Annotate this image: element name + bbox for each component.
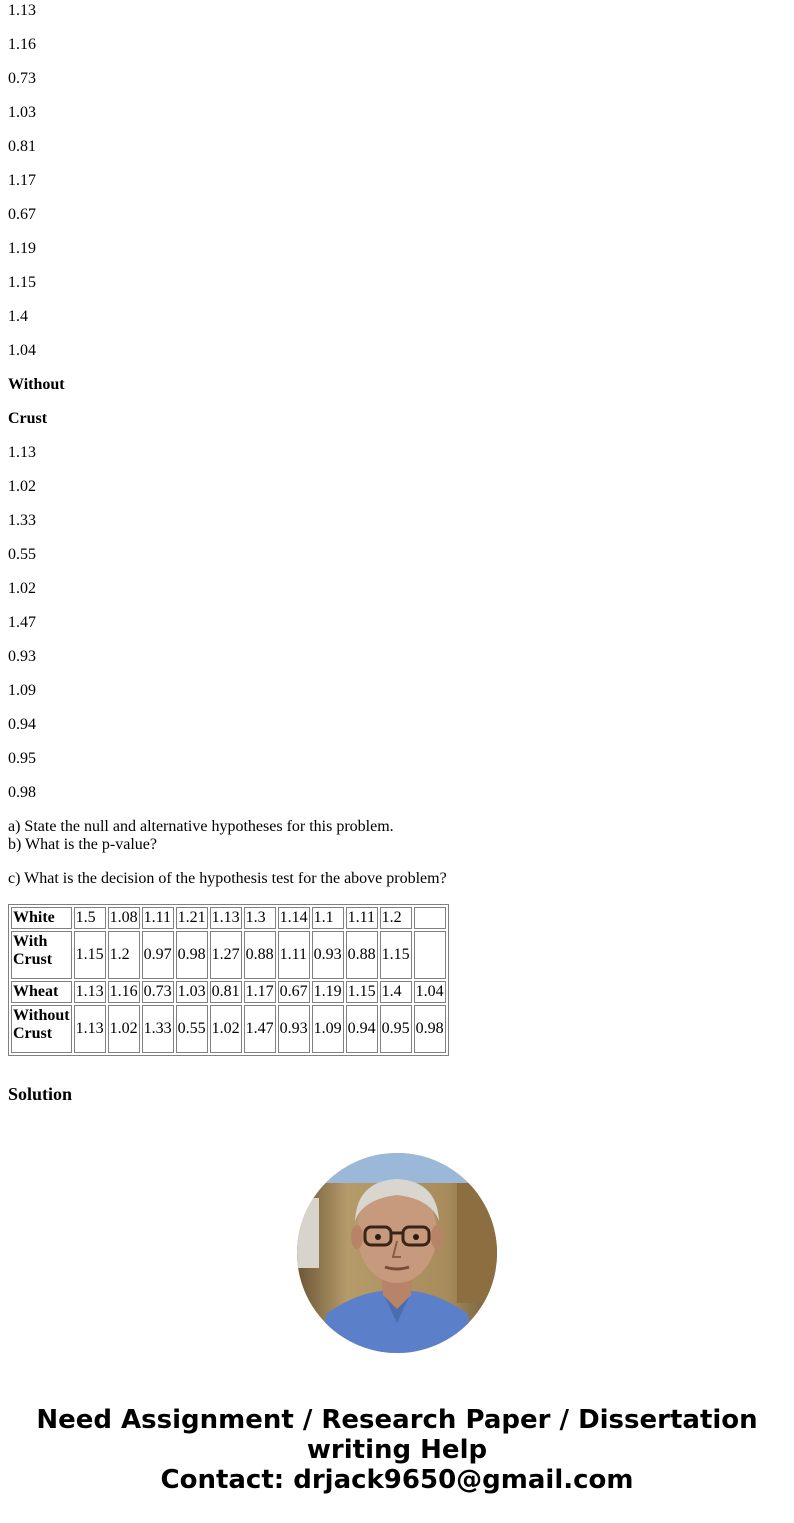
table-cell: 1.2 xyxy=(108,931,140,979)
row-header: White xyxy=(11,907,72,929)
table-cell: 1.5 xyxy=(74,907,106,929)
table-cell xyxy=(414,931,446,979)
table-cell: 1.08 xyxy=(108,907,140,929)
value-line: 1.4 xyxy=(8,308,28,325)
contact-banner xyxy=(0,1405,794,1495)
table-cell: 1.14 xyxy=(278,907,310,929)
table-cell: 1.03 xyxy=(176,981,208,1003)
value-line: 1.17 xyxy=(8,172,36,189)
table-cell: 1.33 xyxy=(142,1005,174,1053)
table-cell: 1.17 xyxy=(244,981,276,1003)
value-line: 0.94 xyxy=(8,716,36,733)
row-header: Without Crust xyxy=(11,1005,72,1053)
section-label: Without xyxy=(8,376,65,393)
table-row xyxy=(11,1005,446,1053)
table-cell: 1.11 xyxy=(278,931,310,979)
table-cell: 1.02 xyxy=(108,1005,140,1053)
value-line: 0.95 xyxy=(8,750,36,767)
table-cell: 1.3 xyxy=(244,907,276,929)
table-cell: 0.98 xyxy=(414,1005,446,1053)
table-cell: 1.15 xyxy=(380,931,412,979)
table-cell: 1.47 xyxy=(244,1005,276,1053)
solution-heading: Solution xyxy=(8,1084,73,1104)
table-cell: 0.55 xyxy=(176,1005,208,1053)
value-line: 1.09 xyxy=(8,682,36,699)
table-cell: 0.88 xyxy=(346,931,378,979)
value-line: 1.02 xyxy=(8,478,36,495)
value-line: 1.13 xyxy=(8,2,36,19)
value-line: 1.04 xyxy=(8,342,36,359)
value-line: 0.93 xyxy=(8,648,36,665)
table-cell: 1.04 xyxy=(414,981,446,1003)
table-cell: 1.11 xyxy=(346,907,378,929)
banner-line: Need Assignment / Research Paper / Dissertation xyxy=(36,1405,758,1435)
table-cell: 1.15 xyxy=(346,981,378,1003)
value-line: 1.47 xyxy=(8,614,36,631)
table-cell: 0.93 xyxy=(312,931,344,979)
value-line: 1.16 xyxy=(8,36,36,53)
tutor-avatar xyxy=(297,1153,497,1353)
table-cell: 0.94 xyxy=(346,1005,378,1053)
banner-line: writing Help xyxy=(306,1435,488,1465)
question-a: a) State the null and alternative hypotheses for this problem. xyxy=(8,818,394,835)
value-line: 0.98 xyxy=(8,784,36,801)
table-cell: 1.11 xyxy=(142,907,174,929)
question-b: b) What is the p-value? xyxy=(8,836,157,853)
value-line: 1.02 xyxy=(8,580,36,597)
value-line: 1.33 xyxy=(8,512,36,529)
value-line: 0.81 xyxy=(8,138,36,155)
table-cell: 1.21 xyxy=(176,907,208,929)
table-cell: 0.95 xyxy=(380,1005,412,1053)
table-cell: 1.2 xyxy=(380,907,412,929)
table-cell: 0.98 xyxy=(176,931,208,979)
section-label: Crust xyxy=(8,410,48,427)
value-line: 0.55 xyxy=(8,546,36,563)
data-table xyxy=(8,904,449,1056)
table-cell: 0.97 xyxy=(142,931,174,979)
value-line: 0.67 xyxy=(8,206,36,223)
table-cell: 1.4 xyxy=(380,981,412,1003)
table-cell: 1.1 xyxy=(312,907,344,929)
question-c: c) What is the decision of the hypothesis test for the above problem? xyxy=(8,870,447,887)
table-cell: 0.93 xyxy=(278,1005,310,1053)
table-cell: 1.15 xyxy=(74,931,106,979)
value-line: 1.03 xyxy=(8,104,36,121)
table-row xyxy=(11,907,446,929)
table-cell: 1.27 xyxy=(210,931,242,979)
table-row xyxy=(11,981,446,1003)
table-cell: 1.02 xyxy=(210,1005,242,1053)
table-row xyxy=(11,931,446,979)
table-cell: 0.88 xyxy=(244,931,276,979)
table-cell: 0.81 xyxy=(210,981,242,1003)
value-line: 0.73 xyxy=(8,70,36,87)
avatar-photo xyxy=(297,1153,497,1353)
row-header: Wheat xyxy=(11,981,72,1003)
table-cell: 0.73 xyxy=(142,981,174,1003)
table-cell: 1.13 xyxy=(74,1005,106,1053)
value-line: 1.15 xyxy=(8,274,36,291)
table-cell: 1.09 xyxy=(312,1005,344,1053)
table-cell: 1.19 xyxy=(312,981,344,1003)
table-cell: 1.16 xyxy=(108,981,140,1003)
table-cell: 1.13 xyxy=(210,907,242,929)
table-cell: 0.67 xyxy=(278,981,310,1003)
value-line: 1.19 xyxy=(8,240,36,257)
value-line: 1.13 xyxy=(8,444,36,461)
table-cell: 1.13 xyxy=(74,981,106,1003)
table-cell xyxy=(414,907,446,929)
banner-contact: Contact: drjack9650@gmail.com xyxy=(160,1465,634,1495)
row-header: With Crust xyxy=(11,931,72,979)
